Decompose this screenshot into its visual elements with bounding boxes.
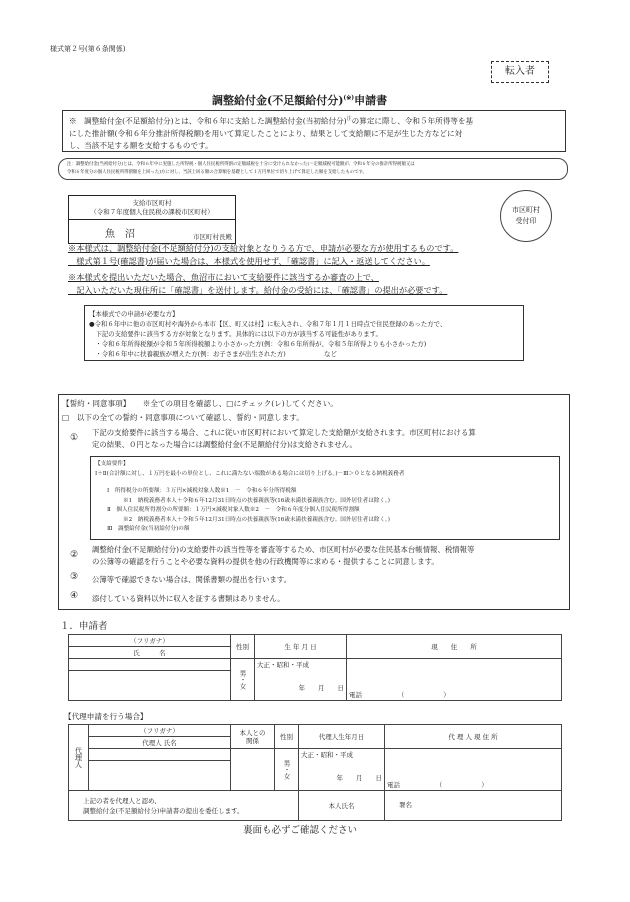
applicant-era: 大正・昭和・平成 [257, 661, 309, 669]
title-main: 調整給付金(不足額給付分) [212, 94, 344, 107]
tennyu-badge [491, 61, 549, 83]
note-line-2: 令和６年度分の個人住民税所得割額を上回った)方に対し、当該上回る額の合算額を基礎として１万円単位で切り上げて算定した額を支給したものです。 [67, 170, 367, 175]
municipality-mayor: 市区町村長殿 [193, 233, 232, 241]
required-line-2: 下記の支給要件に該当する方が対象となります。具体的には以下の方が該当する可能性があります。 [89, 330, 382, 338]
intro-mark: 注 [346, 116, 352, 122]
pledge-item-2-line-1: 調整給付金(不足額給付分)の支給要件の該当性等を審査等するため、市区町村が必要な住民基本台帳情報、税情報等 [92, 545, 475, 554]
proxy-relation-field[interactable] [231, 749, 275, 791]
proxy-birth-label: 代理人生年月日 [299, 725, 385, 749]
pledge-item-3-num: ③ [70, 572, 79, 582]
applicant-birth-label: 生 年 月 日 [255, 635, 347, 659]
required-line-4: ・令和６年中に扶養親族が増えた方(例：お子さまが出生された方) など [89, 350, 337, 358]
pledge-check[interactable]: □ 以下の全ての誓約・同意事項について確認し、誓約・同意します。 [62, 413, 304, 422]
proxy-delegation-line-2: 調整給付金(不足額給付分)申請書の提出を委任します。 [83, 806, 244, 815]
req-line-2: Ⅰ 所得税分の所要額：３万円×減税対象人数※1 － 令和６年分所得税額 [107, 488, 297, 494]
applicant-table [68, 634, 562, 701]
proxy-name-label: 代理人 氏名 [89, 737, 231, 749]
pledge-item-1-line-2: 定の結果、０円となった場合には調整給付金(不足額給付分)は支給されません。 [92, 440, 357, 449]
receipt-stamp [500, 190, 552, 242]
pledge-item-2 [92, 544, 474, 568]
form-number: 様式第２号(第６条関係) [50, 45, 126, 53]
notices [68, 242, 458, 296]
pledge-title [62, 398, 338, 409]
applicant-birth-field[interactable] [255, 659, 347, 701]
req-line-5: ※2 納税義務者本人＋令和５年12月31日時点の扶養親族等(16歳未満扶養親族含む。国外居住者は除く。) [123, 516, 390, 523]
pledge-item-4: 添付している資料以外に収入を証する書類はありません。 [92, 594, 285, 603]
page-title [212, 92, 387, 108]
proxy-sex-label: 性別 [275, 725, 299, 749]
notice-line-1: ※本様式は、調整給付金(不足額給付分)の支給対象となりうる方で、申請が必要な方が使用するものです。 [68, 243, 459, 253]
proxy-name-field[interactable] [89, 761, 231, 791]
receipt-stamp-line-1: 市区町村 [512, 206, 540, 214]
proxy-sex-values[interactable]: 男・女 [275, 749, 299, 791]
applicant-sex-values[interactable]: 男・女 [231, 659, 255, 701]
applicant-sex-label: 性別 [231, 635, 255, 659]
tennyu-label: 転入者 [505, 66, 535, 77]
req-line-4: Ⅱ 個人住民税所得割分の所要額：１万円×減税対象人数※2 － 令和６年度分個人住民税所得割額 [107, 507, 360, 513]
municipality-header-2: （令和７年度個人住民税の課税市区町村） [90, 207, 214, 216]
pledge-title-text: 【誓約・同意事項】 [62, 399, 131, 408]
proxy-furigana-field[interactable] [89, 749, 231, 761]
pledge-item-3: 公簿等で確認できない場合は、関係書類の提出を行います。 [92, 575, 291, 584]
proxy-section-title: 【代理申請を行う場合】 [64, 712, 148, 721]
proxy-delegation-line-1: 上記の者を代理人と認め、 [83, 796, 161, 805]
applicant-name-label: 氏 名 [69, 647, 231, 659]
proxy-relation-label [231, 725, 275, 749]
intro-line-2: にした推計額(令和６年分推計所得税額)を用いて算定したことにより、結果として支給額に不足が生じた方などに対 [69, 128, 463, 138]
required-title: 【本様式での申請が必要な方】 [89, 310, 179, 318]
pledge-title-note: ※全ての項目を確認し、□にチェック(レ)してください。 [142, 399, 338, 408]
required-line-1: ●令和６年中に他の市区町村や海外から本市【区、町又は村】に転入され、令和７年１月１日時点で住民登録のあった方で、 [89, 320, 447, 328]
proxy-furigana-label: （フリガナ） [89, 725, 231, 737]
req-title: 【支給要件】 [95, 461, 129, 467]
required-line-3: ・令和６年所得税額が令和５年所得税額より小さかった方(例：令和６年所得が、令和５年所得よりも小さかった方) [89, 340, 427, 348]
municipality-name: 魚 沼 [105, 229, 135, 240]
municipality-table [68, 195, 236, 244]
proxy-birth-field[interactable] [299, 749, 385, 791]
pledge-item-2-line-2: の公簿等の確認を行うことや必要な資料の提供を他の行政機関等に求める・提供することに同意します。 [92, 557, 439, 566]
pledge-item-4-num: ④ [70, 591, 79, 601]
proxy-table [68, 724, 562, 821]
proxy-principal-label: 本人氏名 [299, 791, 385, 821]
applicant-name-field[interactable] [69, 671, 231, 701]
intro-line-1b: の算定に際し、令和５年所得等を基 [351, 116, 474, 126]
proxy-principal-field[interactable] [385, 791, 562, 821]
proxy-sign: 署名 [399, 801, 412, 809]
proxy-side-label: 代理人 [69, 725, 89, 791]
footer-note: 裏面も必ずご確認ください [243, 825, 358, 836]
requirement-box [90, 456, 560, 540]
pledge-item-1 [92, 427, 476, 451]
applicant-furigana-label: （フリガナ） [69, 635, 231, 647]
pledge-item-1-line-1: 下記の支給要件に該当する場合、これに従い市区町村において算定した支給額が支給されます。市区町村における算 [92, 428, 476, 437]
proxy-era: 大正・昭和・平成 [301, 751, 353, 759]
applicant-phone: 電話 （ ） [349, 691, 450, 699]
required-box [84, 305, 524, 361]
intro-box [62, 110, 566, 152]
intro-line-3: し、当該不足する額を支給するものです。 [69, 140, 213, 150]
applicant-address-label: 現 住 所 [347, 635, 562, 659]
req-line-1: Ⅰ＋Ⅱ(合計額に対し、１万円を最小の単位とし、これに満たない端数がある場合には切り上げる。)－Ⅲ＞０となる納税義務者 [95, 470, 405, 477]
receipt-stamp-line-2: 受付印 [515, 217, 537, 225]
municipality-header-1: 支給市区町村 [132, 198, 172, 207]
proxy-relation-1: 本人との [239, 728, 266, 737]
pledge-item-1-num: ① [70, 433, 79, 443]
notice-line-4: 記入いただいた現住所に「確認書」を送付します。給付金の受給には、「確認書」の提出が必要です。 [68, 284, 448, 295]
title-mark: (※) [343, 94, 355, 102]
applicant-ymd: 年 月 日 [298, 684, 344, 692]
title-suffix: 申請書 [354, 94, 388, 107]
note-box [58, 158, 568, 180]
proxy-ymd: 年 月 日 [336, 774, 382, 782]
notice-line-2: 様式第１号(確認書)が届いた場合は、本様式を使用せず、「確認書」に記入・返送してください。 [68, 255, 430, 266]
req-line-6: Ⅲ 調整給付金(当初給付分)の額 [107, 526, 190, 532]
intro-line-1: ※ 調整給付金(不足額給付分)とは、令和６年に支給した調整給付金(当初給付分) [69, 116, 347, 126]
proxy-relation-2: 関係 [246, 736, 259, 745]
applicant-furigana-field[interactable] [69, 659, 231, 671]
req-line-3: ※1 納税義務者本人＋令和６年12月31日時点の扶養親族等(16歳未満扶養親族含む。国外居住者は除く。) [123, 497, 390, 504]
notice-line-3: ※本様式を提出いただいた場合、魚沼市において支給要件に該当するか審査の上で、 [68, 272, 379, 282]
note-line-1: 注：調整給付金(当初給付分)とは、令和６年中に実施した所得税・個人住民税所得割の定額減税を十分に受けられなかった(＝定額減税可能額が、令和６年分の推計所得税額又は [67, 162, 415, 167]
pledge-item-2-num: ② [70, 550, 79, 560]
applicant-address-field[interactable] [347, 659, 562, 701]
proxy-address-label: 代 理 人 現 住 所 [385, 725, 562, 749]
applicant-section-title: １．申請者 [60, 621, 108, 632]
proxy-address-field[interactable] [385, 749, 562, 791]
proxy-delegation-text [69, 791, 299, 821]
proxy-phone: 電話 （ ） [387, 781, 488, 789]
